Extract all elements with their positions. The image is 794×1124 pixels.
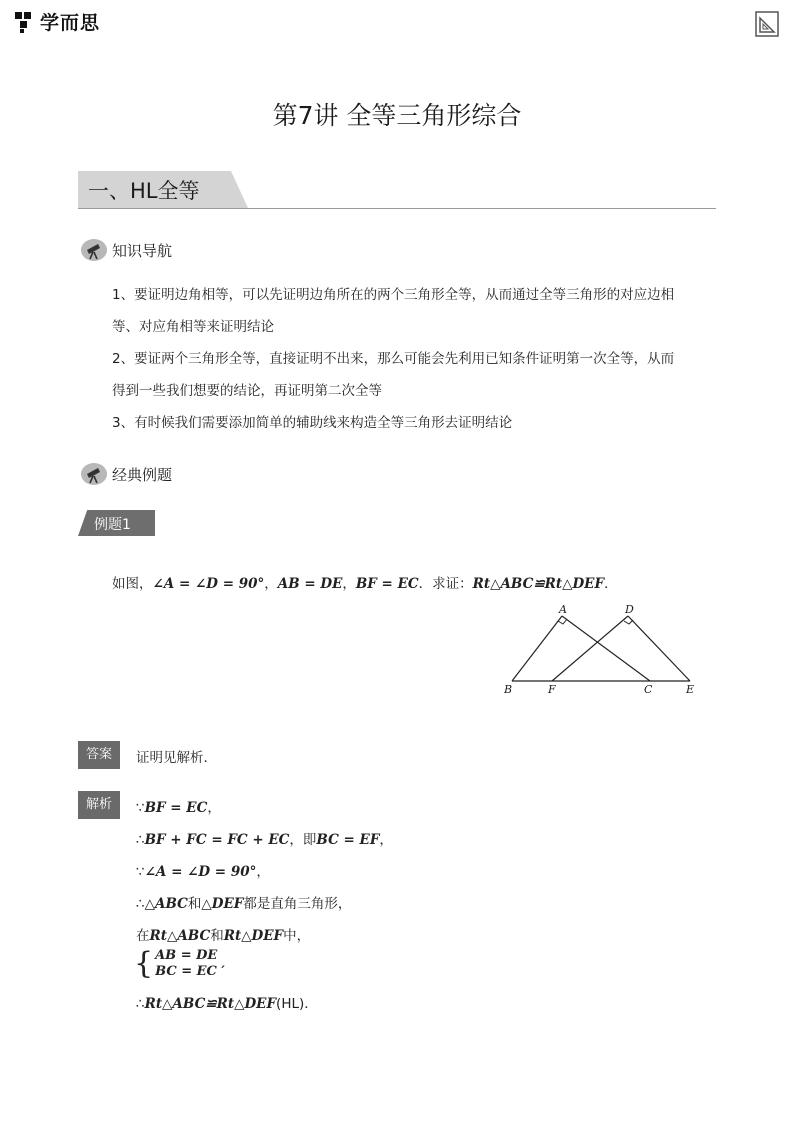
equation-line: AB = DE [155, 948, 218, 963]
triangle-figure [500, 600, 704, 700]
solution-text: 中， [283, 928, 311, 944]
example-question [112, 572, 618, 592]
knowledge-heading-label: 知识导航 [112, 241, 173, 260]
solution-text: ， [256, 864, 270, 880]
question-text: ， [264, 576, 278, 592]
solution-line [136, 828, 393, 848]
question-text: ．求证： [418, 576, 473, 592]
solution-math: BC = EF [316, 832, 380, 848]
knowledge-line: 3、有时候我们需要添加简单的辅助线来构造全等三角形去证明结论 [112, 415, 513, 431]
question-text: ． [604, 576, 618, 592]
solution-text: (HL)． [276, 996, 318, 1012]
question-math: BF = EC [355, 576, 419, 592]
question-math: AB = DE [277, 576, 343, 592]
example-tag-label: 例题1 [94, 517, 131, 533]
answer-text: 证明见解析． [136, 750, 217, 766]
knowledge-line: 等、对应角相等来证明结论 [112, 319, 274, 335]
examples-heading [80, 462, 172, 486]
solution-line [136, 860, 270, 880]
example-tag [78, 510, 155, 536]
solution-text: 都是直角三角形， [243, 896, 352, 912]
logo-text: 学而思 [40, 12, 101, 34]
question-math: Rt△ABC≌Rt△DEF [472, 576, 605, 592]
equation-system [134, 948, 225, 980]
page-title: 第7讲 全等三角形综合 [272, 101, 522, 130]
knowledge-line: 1、要证明边角相等，可以先证明边角所在的两个三角形全等，从而通过全等三角形的对应边相 [112, 287, 675, 303]
point-label-F: F [548, 683, 556, 696]
solution-math: ∠A = ∠D = 90° [144, 864, 257, 880]
solution-math: BF + FC = FC + EC [144, 832, 290, 848]
brand-logo [14, 8, 100, 35]
segment-FD [552, 616, 628, 681]
equation-system-lines [155, 948, 225, 980]
solution-line [136, 892, 351, 912]
solution-text: ， [379, 832, 393, 848]
examples-heading-label: 经典例题 [112, 465, 173, 484]
solution-math: BF = EC [144, 800, 208, 816]
point-label-B: B [504, 683, 513, 696]
solution-math: Rt△ABC [149, 928, 211, 944]
solution-text: ∵ [136, 864, 145, 880]
point-label-D: D [625, 603, 634, 616]
solution-line [136, 992, 318, 1012]
question-text: 如图， [112, 576, 153, 592]
segment-BA [512, 616, 562, 681]
equation-line: BC = EC ′ [155, 964, 225, 979]
telescope-icon [80, 462, 108, 486]
knowledge-list [112, 279, 712, 439]
telescope-icon [80, 238, 108, 262]
solution-text: ∴ [136, 896, 145, 912]
left-brace: { [134, 946, 154, 981]
solution-math: △ABC [144, 896, 188, 912]
solution-text: 和 [187, 896, 202, 912]
knowledge-line: 得到一些我们想要的结论，再证明第二次全等 [112, 383, 382, 399]
answer-tag: 答案 [78, 741, 120, 769]
point-label-C: C [644, 683, 653, 696]
solution-text: ∴ [136, 996, 145, 1012]
question-math: ∠A = ∠D = 90° [152, 576, 265, 592]
solution-text: 和 [210, 928, 224, 944]
section-divider [78, 208, 716, 209]
solution-text: ∵ [136, 800, 145, 816]
knowledge-heading [80, 238, 172, 262]
knowledge-line: 2、要证两个三角形全等，直接证明不出来，那么可能会先利用已知条件证明第一次全等，从而 [112, 351, 675, 367]
section-title: 一、HL全等 [88, 179, 200, 203]
solution-math: Rt△DEF [223, 928, 284, 944]
point-label-E: E [686, 683, 695, 696]
ruler-triangle-icon [754, 10, 780, 38]
solution-line [136, 924, 310, 944]
solution-text: ∴ [136, 832, 145, 848]
solution-math: Rt△ABC≌Rt△DEF [144, 996, 277, 1012]
analysis-tag: 解析 [78, 791, 120, 819]
question-text: ， [342, 576, 356, 592]
logo-mark-icon [14, 10, 36, 34]
point-label-A: A [559, 603, 567, 616]
solution-text: ， [207, 800, 221, 816]
solution-math: △DEF [201, 896, 244, 912]
solution-line [136, 796, 221, 816]
section-heading [78, 171, 716, 209]
solution-text: 在 [136, 928, 150, 944]
solution-text: ，即 [289, 832, 317, 848]
